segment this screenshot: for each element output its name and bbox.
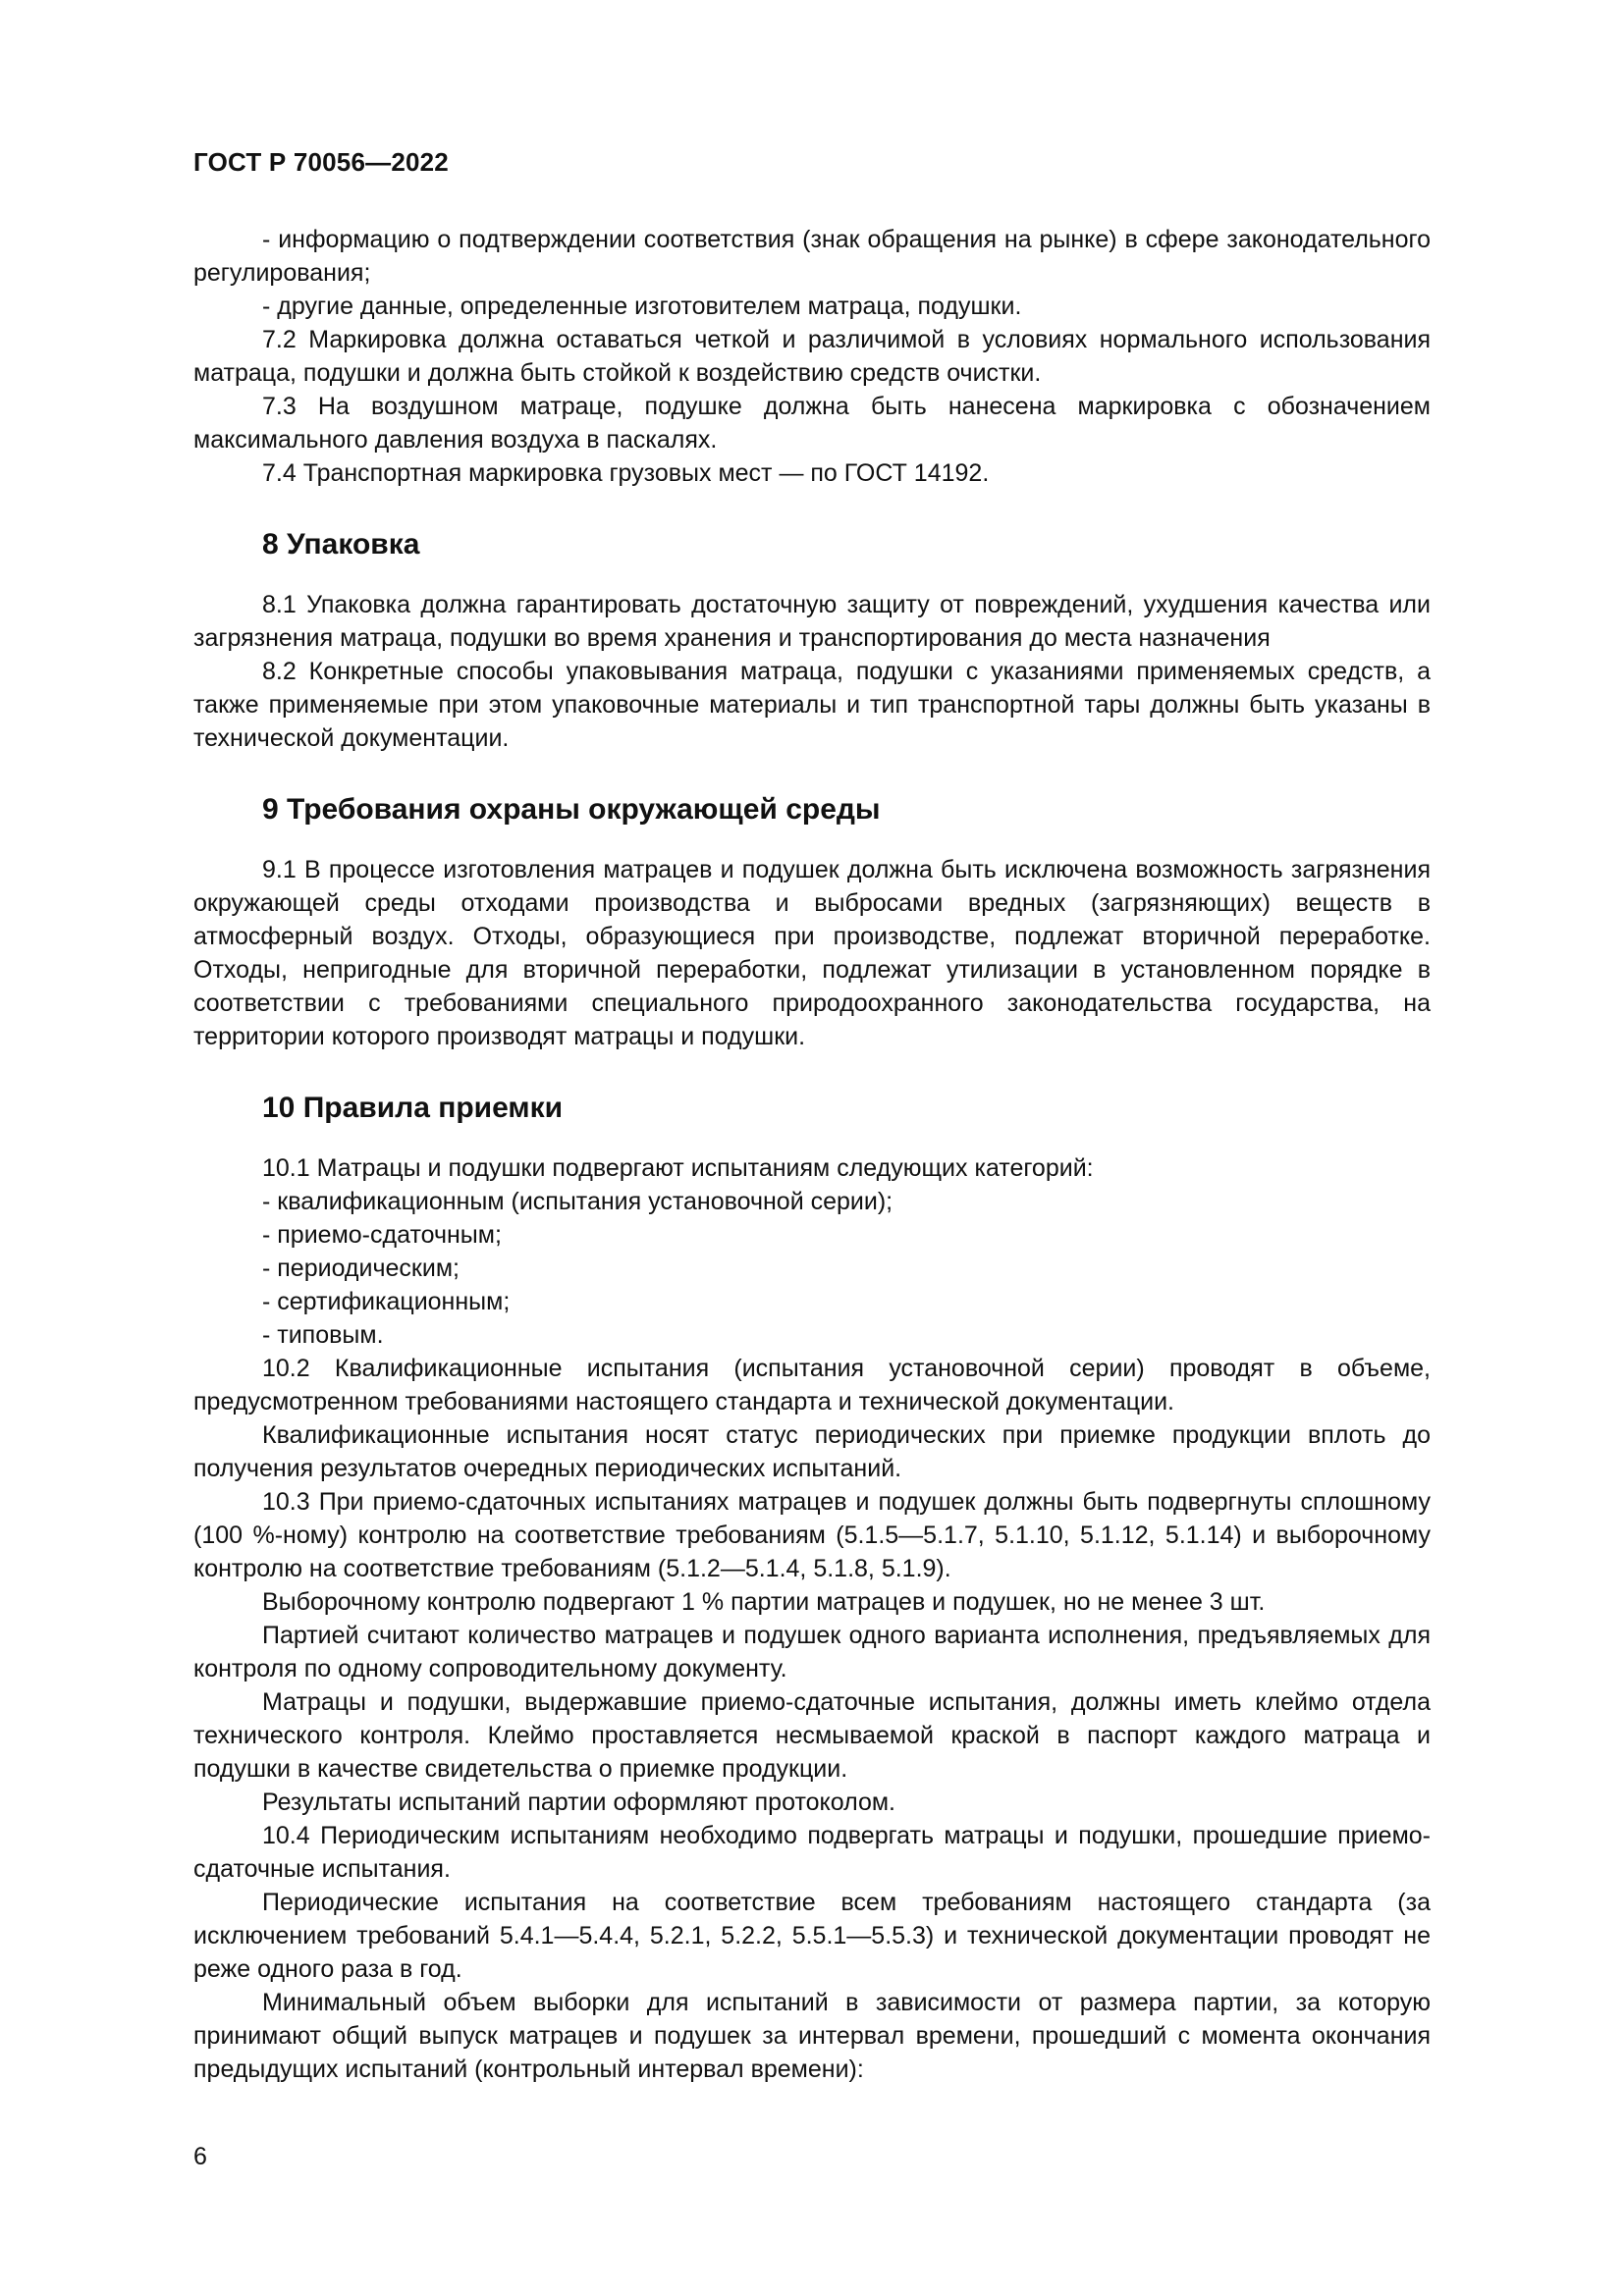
section-8-heading: 8 Упаковка — [262, 528, 420, 561]
list-item-type: - типовым. — [262, 1321, 384, 1349]
paragraph-8-1: 8.1 Упаковка должна гарантировать достаточную защиту от повреждений, ухудшения качества или загрязнения матраца, подушки во время хранения и транспортирования до места назначения — [193, 591, 1431, 652]
paragraph-qualification-status: Квалификационные испытания носят статус периодических при приемке продукции вплоть до получения результатов очередных периодических испытаний. — [193, 1421, 1431, 1482]
paragraph-7-4: 7.4 Транспортная маркировка грузовых мест — по ГОСТ 14192. — [262, 459, 990, 487]
list-item-acceptance: - приемо-сдаточным; — [262, 1221, 502, 1249]
document-code-header: ГОСТ Р 70056—2022 — [193, 147, 449, 177]
paragraph-7-3: 7.3 На воздушном матраце, подушке должна быть нанесена маркировка с обозначением максимального давления воздуха в паскалях. — [193, 393, 1431, 454]
paragraph-min-sample: Минимальный объем выборки для испытаний в зависимости от размера партии, за которую принимают общий выпуск матрацев и подушек за интервал времени, прошедший с момента окончания предыдущих испытаний (контрольный интервал времени): — [193, 1989, 1431, 2083]
list-item-qualification: - квалификационным (испытания установочной серии); — [262, 1188, 893, 1215]
paragraph-info-conformity: - информацию о подтверждении соответствия (знак обращения на рынке) в сфере законодательного регулирования; — [193, 226, 1431, 287]
page-body — [193, 223, 1431, 2086]
paragraph-sample-control: Выборочному контролю подвергают 1 % партии матрацев и подушек, но не менее 3 шт. — [262, 1588, 1266, 1616]
paragraph-periodic-tests: Периодические испытания на соответствие всем требованиям настоящего стандарта (за исключением требований 5.4.1—5.4.4, 5.2.1, 5.2.2, 5.5.1—5.5.3) и технической документации проводят не реже одного раза в год. — [193, 1889, 1431, 1983]
section-10-heading: 10 Правила приемки — [262, 1092, 564, 1124]
list-item-certification: - сертификационным; — [262, 1288, 511, 1315]
paragraph-7-2: 7.2 Маркировка должна оставаться четкой и различимой в условиях нормального использования матраца, подушки и должна быть стойкой к воздействию средств очистки. — [193, 326, 1431, 387]
paragraph-8-2: 8.2 Конкретные способы упаковывания матраца, подушки с указаниями применяемых средств, а также применяемые при этом упаковочные материалы и тип транспортной тары должны быть указаны в технической документации. — [193, 658, 1431, 752]
list-item-periodic: - периодическим; — [262, 1255, 460, 1282]
paragraph-batch-definition: Партией считают количество матрацев и подушек одного варианта исполнения, предъявляемых для контроля по одному сопроводительному документу. — [193, 1622, 1431, 1682]
paragraph-other-data: - другие данные, определенные изготовителем матраца, подушки. — [262, 293, 1022, 320]
paragraph-10-2: 10.2 Квалификационные испытания (испытания установочной серии) проводят в объеме, предусмотренном требованиями настоящего стандарта и технической документации. — [193, 1355, 1431, 1415]
paragraph-9-1: 9.1 В процессе изготовления матрацев и подушек должна быть исключена возможность загрязнения окружающей среды отходами производства и выбросами вредных (загрязняющих) веществ в атмосферный воздух. Отходы, образующиеся при производстве, подлежат вторичной переработке. Отходы, непригодные для вторичной переработки, подлежат утилизации в установленном порядке в соответствии с требованиями специального природоохранного законодательства государства, на территории которого производят матрацы и подушки. — [193, 856, 1431, 1050]
paragraph-10-3: 10.3 При приемо-сдаточных испытаниях матрацев и подушек должны быть подвергнуты сплошному (100 %-ному) контролю на соответствие требованиям (5.1.5—5.1.7, 5.1.10, 5.1.12, 5.1.14) и выборочному контролю на соответствие требованиям (5.1.2—5.1.4, 5.1.8, 5.1.9). — [193, 1488, 1431, 1582]
paragraph-10-4: 10.4 Периодическим испытаниям необходимо подвергать матрацы и подушки, прошедшие приемо-сдаточные испытания. — [193, 1822, 1431, 1883]
page-number: 6 — [193, 2143, 207, 2170]
paragraph-10-1: 10.1 Матрацы и подушки подвергают испытаниям следующих категорий: — [262, 1154, 1094, 1182]
paragraph-protocol: Результаты испытаний партии оформляют протоколом. — [262, 1789, 895, 1816]
section-9-heading: 9 Требования охраны окружающей среды — [262, 793, 881, 826]
paragraph-otk-stamp: Матрацы и подушки, выдержавшие приемо-сдаточные испытания, должны иметь клеймо отдела технического контроля. Клеймо проставляется несмываемой краской в паспорт каждого матраца и подушки в качестве свидетельства о приемке продукции. — [193, 1688, 1431, 1783]
